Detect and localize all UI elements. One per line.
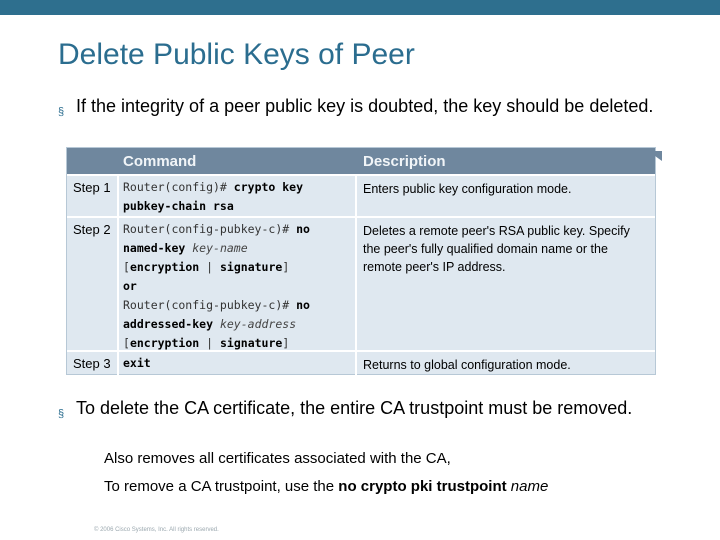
bullet-item-1	[58, 95, 668, 117]
description-text: Enters public key configuration mode.	[363, 182, 572, 196]
step-label: Step 3	[73, 356, 111, 371]
bullet-text: If the integrity of a peer public key is doubted, the key should be deleted.	[76, 96, 654, 116]
command-table	[66, 147, 656, 375]
bullet-marker-icon: §	[58, 408, 65, 420]
command-text: Router(config)# crypto key pubkey-chain rsa	[123, 180, 304, 213]
top-banner-bar	[0, 0, 720, 15]
column-divider	[117, 218, 119, 352]
description-text: Deletes a remote peer's RSA public key. Specify the peer's fully qualified domain name or the remote peer's IP address.	[363, 224, 630, 274]
command-text: exit	[123, 356, 151, 370]
command-text: Router(config-pubkey-c)# no named-key key-name [encryption | signature] or Router(config-pubkey-c)# no addressed-key key-address [encryption | signature]	[123, 222, 310, 350]
column-divider	[355, 218, 357, 352]
description-text: Returns to global configuration mode.	[363, 358, 571, 372]
column-divider	[117, 352, 119, 376]
column-divider	[355, 176, 357, 218]
bullet-text: To delete the CA certificate, the entire CA trustpoint must be removed.	[76, 398, 633, 418]
sub-item-2: To remove a CA trustpoint, use the no crypto pki trustpoint name	[104, 478, 549, 495]
command-keyword: no crypto pki trustpoint	[338, 478, 507, 495]
slide-title: Delete Public Keys of Peer	[58, 38, 415, 71]
table-row-step-2	[67, 216, 655, 352]
step-label: Step 2	[73, 222, 111, 237]
table-row-step-3	[67, 350, 655, 376]
column-divider	[117, 176, 119, 218]
column-header-description: Description	[363, 153, 446, 170]
command-argument: name	[510, 478, 549, 495]
sub-item-1: Also removes all certificates associated with the CA,	[104, 450, 451, 467]
copyright-footer: © 2006 Cisco Systems, Inc. All rights reserved.	[94, 527, 219, 533]
bullet-marker-icon: §	[58, 106, 65, 118]
column-header-command: Command	[123, 153, 197, 170]
column-divider	[355, 352, 357, 376]
table-header-row	[67, 148, 655, 174]
table-row-step-1	[67, 174, 655, 218]
bullet-item-2	[58, 397, 668, 419]
step-label: Step 1	[73, 180, 111, 195]
